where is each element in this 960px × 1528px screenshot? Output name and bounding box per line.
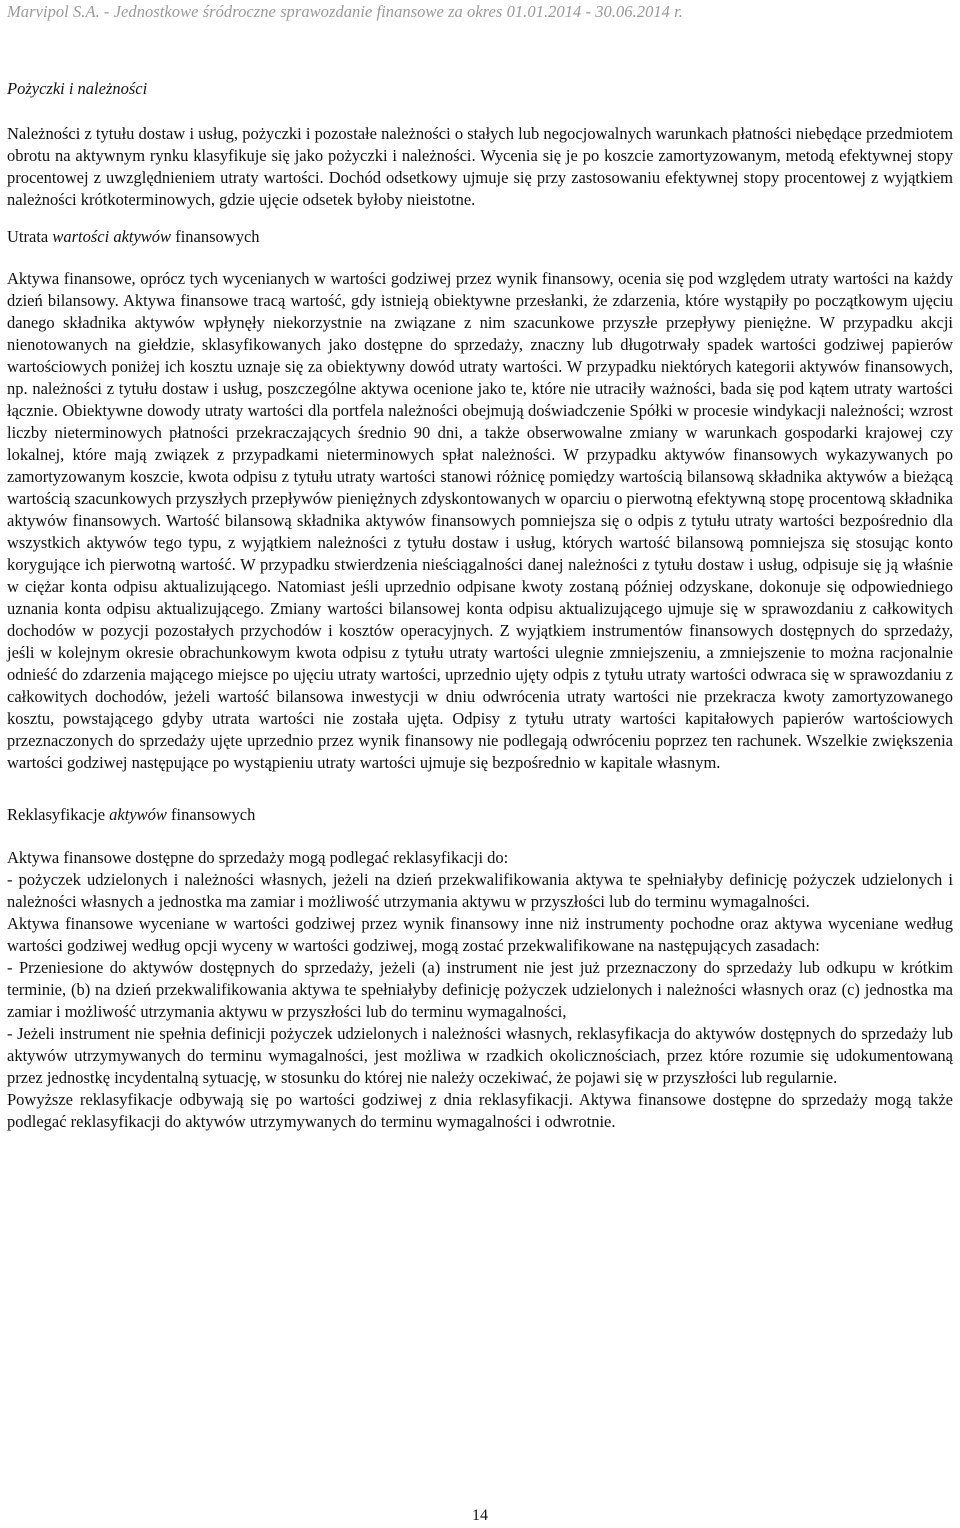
paragraph-reclassification-item: - Jeżeli instrument nie spełnia definicji pożyczek udzielonych i należności własnych, reklasyfikacja do aktywów dostępnych do sprzedaży lub aktywów utrzymywanych do terminu wymagalności, jest możliwa w rzadkich okolicznościach, przez które rozumie się udokumentowaną przez jednostkę incydentalną sytuację, w stosunku do której nie należy oczekiwać, że pojawi się w przyszłości lub regularnie. <box>7 1024 953 1087</box>
paragraph-reclassification-intro: Aktywa finansowe dostępne do sprzedaży mogą podlegać reklasyfikacji do: <box>7 848 509 867</box>
section-heading-reclassification <box>7 804 953 826</box>
section-heading-loans: Pożyczki i należności <box>7 79 148 98</box>
heading-text-italic: aktywów <box>109 805 167 824</box>
page-number: 14 <box>472 1507 488 1524</box>
paragraph-loans: Należności z tytułu dostaw i usług, pożyczki i pozostałe należności o stałych lub negocjowalnych warunkach płatności niebędące przedmiotem obrotu na aktywnym rynku klasyfikuje się jako pożyczki i należności. Wycenia się je po koszcie zamortyzowanym, metodą efektywnej stopy procentowej z uwzględnieniem utraty wartości. Dochód odsetkowy ujmuje się przy zastosowaniu efektywnej stopy procentowej z wyjątkiem należności krótkoterminowych, gdzie ujęcie odsetek byłoby nieistotne. <box>7 124 953 209</box>
heading-text: finansowych <box>171 227 260 246</box>
heading-text-italic: wartości aktywów <box>52 227 172 246</box>
paragraph-reclassification-closing: Powyższe reklasyfikacje odbywają się po wartości godziwej z dnia reklasyfikacji. Aktywa finansowe dostępne do sprzedaży mogą także podlegać reklasyfikacji do aktywów utrzymywanych do terminu wymagalności i odwrotnie. <box>7 1090 953 1131</box>
paragraph-reclassification-fvtpl: Aktywa finansowe wyceniane w wartości godziwej przez wynik finansowy inne niż instrumenty pochodne oraz aktywa wyceniane według wartości godziwej według opcji wyceny w wartości godziwej, mogą zostać przekwalifikowane na następujących zasadach: <box>7 914 953 955</box>
paragraph-reclassification-item: - Przeniesione do aktywów dostępnych do sprzedaży, jeżeli (a) instrument nie jest już przeznaczony do sprzedaży lub odkupu w krótkim terminie, (b) na dzień przekwalifikowania aktywa te spełniałyby definicję pożyczek udzielonych i należności własnych oraz (c) jednostka ma zamiar i możliwość utrzymania aktywu w przyszłości lub do terminu wymagalności, <box>7 958 953 1021</box>
paragraph-impairment: Aktywa finansowe, oprócz tych wycenianych w wartości godziwej przez wynik finansowy, ocenia się pod względem utraty wartości na każdy dzień bilansowy. Aktywa finansowe tracą wartość, gdy istnieją obiektywne przesłanki, że zdarzenia, które wystąpiły po początkowym ujęciu danego składnika aktywów wpłynęły niekorzystnie na związane z nim szacunkowe przyszłe przepływy pieniężne. W przypadku akcji nienotowanych na giełdzie, sklasyfikowanych jako dostępne do sprzedaży, znaczny lub długotrwały spadek wartości godziwej papierów wartościowych poniżej ich kosztu uznaje się za obiektywny dowód utraty wartości. W przypadku niektórych kategorii aktywów finansowych, np. należności z tytułu dostaw i usług, poszczególne aktywa ocenione jako te, które nie utraciły ważności, bada się pod kątem utraty wartości łącznie. Obiektywne dowody utraty wartości dla portfela należności obejmują doświadczenie Spółki w procesie windykacji należności; wzrost liczby nieterminowych płatności przekraczających średnio 90 dni, a także obserwowalne zmiany w warunkach gospodarki krajowej czy lokalnej, które mają związek z przypadkami nieterminowych spłat należności. W przypadku aktywów finansowych wykazywanych po zamortyzowanym koszcie, kwota odpisu z tytułu utraty wartości stanowi różnicę pomiędzy wartością bilansową składnika aktywów a bieżącą wartością szacunkowych przyszłych przepływów pieniężnych zdyskontowanych w oparciu o pierwotną efektywną stopę procentową składnika aktywów finansowych. Wartość bilansową składnika aktywów finansowych pomniejsza się o odpis z tytułu utraty wartości bezpośrednio dla wszystkich aktywów tego typu, z wyjątkiem należności z tytułu dostaw i usług, których wartość bilansową pomniejsza się stosując konto korygujące ich pierwotną wartość. W przypadku stwierdzenia nieściągalności danej należności z tytułu dostaw i usług, odpisuje się ją właśnie w ciężar konta odpisu aktualizującego. Natomiast jeśli uprzednio odpisane kwoty zostaną później odzyskane, dokonuje się odpowiedniego uznania konta odpisu aktualizującego. Zmiany wartości bilansowej konta odpisu aktualizującego ujmuje się w sprawozdaniu z całkowitych dochodów w pozycji pozostałych przychodów i kosztów operacyjnych. Z wyjątkiem instrumentów finansowych dostępnych do sprzedaży, jeśli w kolejnym okresie obrachunkowym kwota odpisu z tytułu utraty wartości ulegnie zmniejszeniu, a zmniejszenie to można racjonalnie odnieść do zdarzenia mającego miejsce po ujęciu utraty wartości, uprzednio ujęty odpis z tytułu utraty wartości odwraca się w sprawozdaniu z całkowitych dochodów, jeżeli wartość bilansowa inwestycji w dniu odwrócenia utraty wartości nie przekracza kwoty zamortyzowanego kosztu, powstającego gdyby utrata wartości nie została ujęta. Odpisy z tytułu utraty wartości kapitałowych papierów wartościowych przeznaczonych do sprzedaży ujęte uprzednio przez wynik finansowy nie podlegają odwróceniu poprzez ten rachunek. Wszelkie zwiększenia wartości godziwej następujące po wystąpieniu utraty wartości ujmuje się bezpośrednio w kapitale własnym. <box>7 269 953 772</box>
paragraph-reclassification-item: - pożyczek udzielonych i należności własnych, jeżeli na dzień przekwalifikowania aktywa te spełniałyby definicję pożyczek udzielonych i należności własnych a jednostka ma zamiar i możliwość utrzymania aktywu w przyszłości lub do terminu wymagalności. <box>7 870 953 911</box>
heading-text: finansowych <box>166 805 256 824</box>
heading-text: Utrata <box>7 227 53 246</box>
running-header: Marvipol S.A. - Jednostkowe śródroczne sprawozdanie finansowe za okres 01.01.2014 - 30.06.2014 r. <box>7 2 683 21</box>
heading-text: Reklasyfikacje <box>7 805 110 824</box>
section-heading-impairment <box>7 226 953 248</box>
